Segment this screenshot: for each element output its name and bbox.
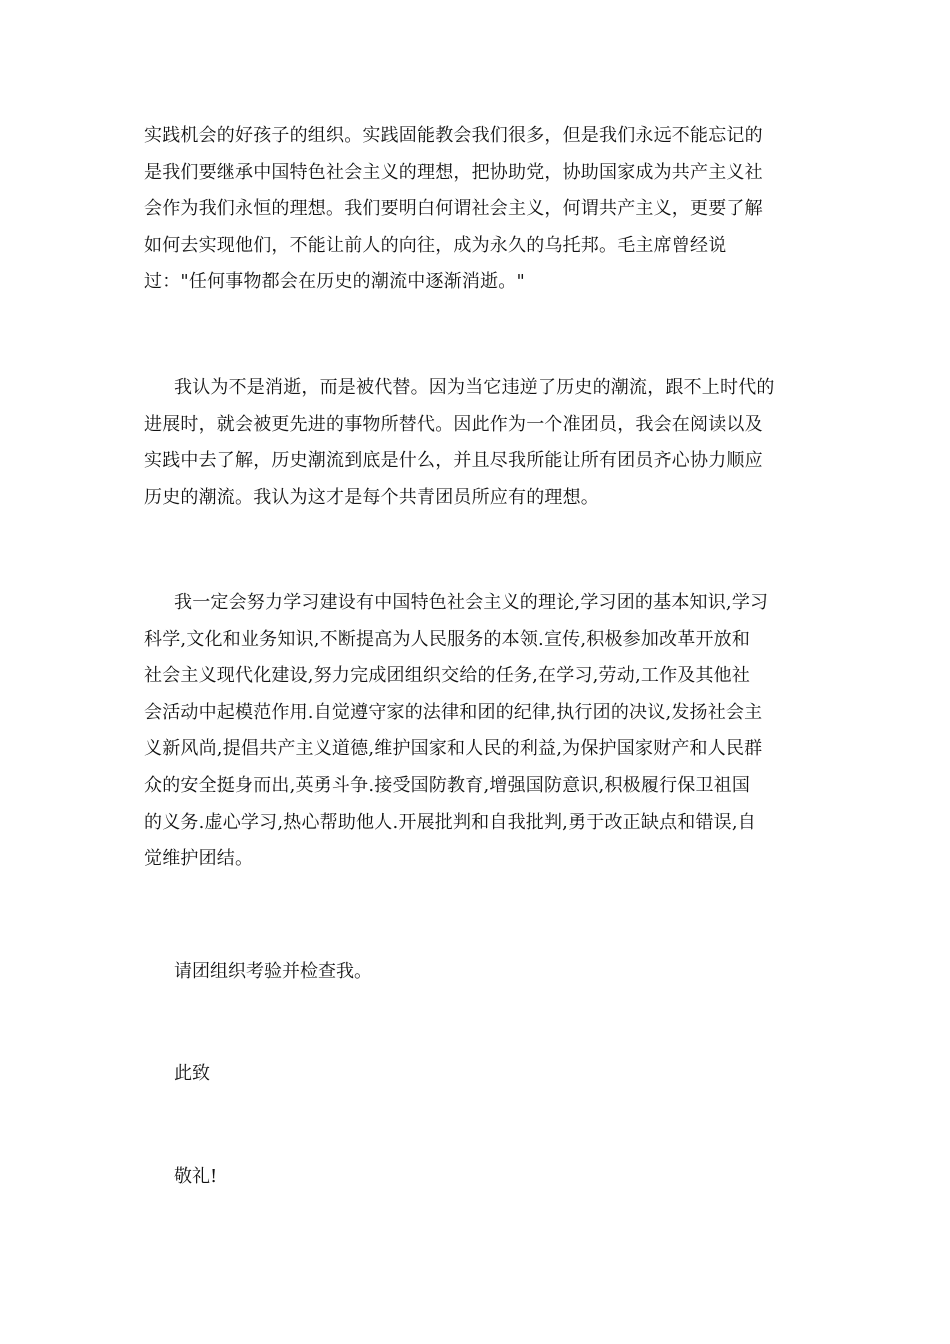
paragraph-1-line: 过："任何事物都会在历史的潮流中逐渐消逝。"	[144, 271, 525, 293]
paragraph-3	[144, 585, 810, 878]
paragraph-2-line: 历史的潮流。我认为这才是每个共青团员所应有的理想。	[144, 486, 599, 508]
paragraph-3-line: 的义务.虚心学习,热心帮助他人.开展批判和自我批判,勇于改正缺点和错误,自	[144, 811, 757, 833]
paragraph-3-line: 会活动中起模范作用.自觉遵守家的法律和团的纪律,执行团的决议,发扬社会主	[144, 701, 763, 723]
paragraph-2-line: 我认为不是消逝，而是被代替。因为当它违逆了历史的潮流，跟不上时代的	[174, 377, 775, 398]
paragraph-3-line: 义新风尚,提倡共产主义道德,维护国家和人民的利益,为保护国家财产和人民群	[144, 738, 763, 760]
closing-regards: 敬礼!	[174, 1166, 218, 1187]
paragraph-2-line: 进展时，就会被更先进的事物所替代。因此作为一个准团员，我会在阅读以及	[144, 413, 763, 435]
paragraph-2	[144, 370, 810, 516]
paragraph-1	[144, 118, 810, 301]
paragraph-2-line: 实践中去了解，历史潮流到底是什么，并且尽我所能让所有团员齐心协力顺应	[144, 450, 763, 472]
paragraph-3-line: 科学,文化和业务知识,不断提高为人民服务的本领.宣传,积极参加改革开放和	[144, 628, 751, 650]
paragraph-1-line: 如何去实现他们，不能让前人的向往，成为永久的乌托邦。毛主席曾经说	[144, 234, 727, 256]
closing-salutation: 此致	[174, 1063, 210, 1084]
paragraph-1-line: 是我们要继承中国特色社会主义的理想，把协助党，协助国家成为共产主义社	[144, 161, 763, 183]
paragraph-3-line: 众的安全挺身而出,英勇斗争.接受国防教育,增强国防意识,积极履行保卫祖国	[144, 774, 751, 796]
paragraph-3-line: 觉维护团结。	[144, 848, 254, 870]
paragraph-3-line: 社会主义现代化建设,努力完成团组织交给的任务,在学习,劳动,工作及其他社	[144, 665, 751, 687]
paragraph-1-line: 实践机会的好孩子的组织。实践固能教会我们很多，但是我们永远不能忘记的	[144, 125, 763, 146]
request-line: 请团组织考验并检查我。	[174, 961, 372, 982]
paragraph-3-line: 我一定会努力学习建设有中国特色社会主义的理论,学习团的基本知识,学习	[174, 592, 769, 613]
paragraph-1-line: 会作为我们永恒的理想。我们要明白何谓社会主义，何谓共产主义，更要了解	[144, 198, 763, 220]
